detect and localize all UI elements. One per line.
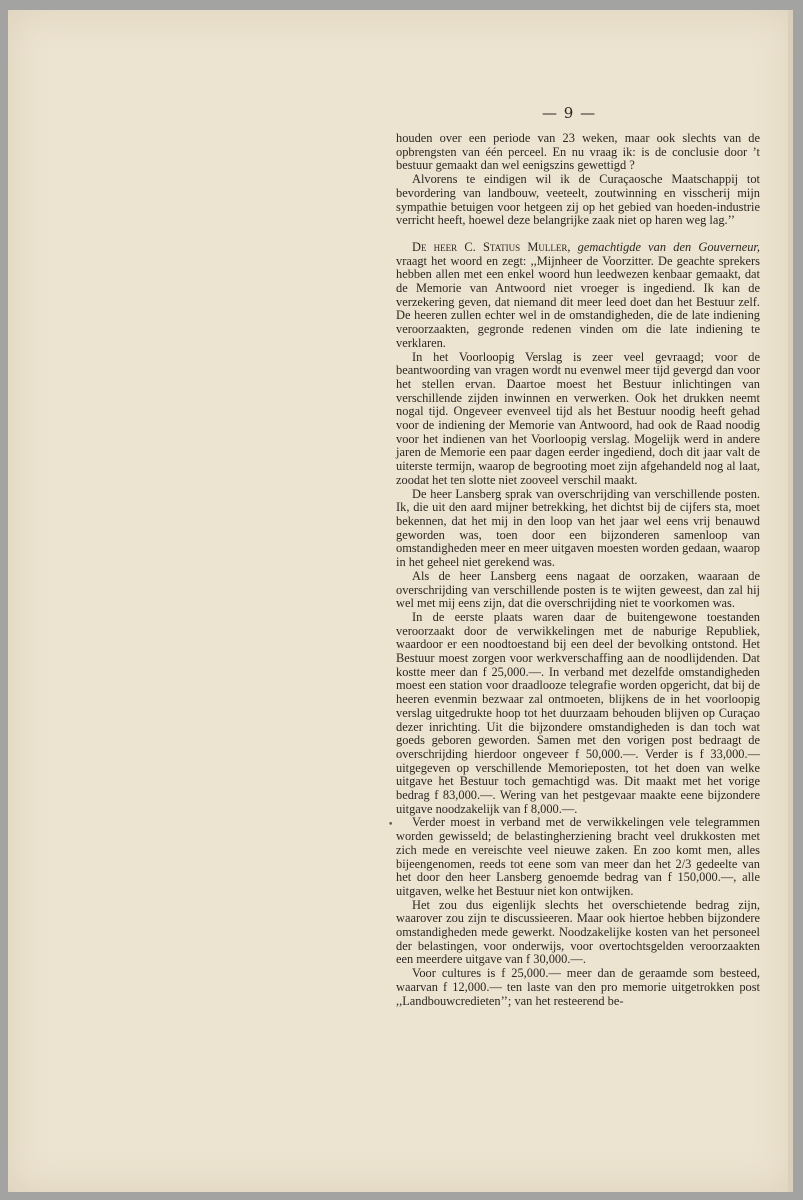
paragraph: In de eerste plaats waren daar de buitengewone toestanden veroorzaakt door de verwikkelingen met de naburige Republiek, waardoor er een noodtoestand bij een deel der bevolking ontstond. Het Bestuur moest zorgen voor werkverschaffing aan de noodlijdenden. Dat kostte meer dan f 25,000.—. In verband met dezelfde omstandigheden moest een station voor draadlooze telegrafie worden opgericht, dat bij de heeren evenmin bezwaar zal ontmoeten, blijkens de in het voorloopig verslag uitgedrukte hoop tot het duurzaam behouden blijven op Curaçao dezer inrichting. Uit die bijzondere omstandigheden is dan toch wat goeds geboren geworden. Samen met den vorigen post bedraagt de overschrijding hierdoor ongeveer f 50,000.—. Verder is f 33,000.— uitgegeven op verschillende Memorieposten, tot het doen van welke uitgave het Bestuur toch gemachtigd was. Dit maakt met het vorige bedrag f 83,000.—. Wering van het pestgevaar maakte eene bijzondere uitgave noodzakelijk van f 8,000.—. bbox=[396, 609, 760, 816]
speaker-name: De heer C. Statius Muller, bbox=[412, 239, 571, 254]
speaker-role: gemachtigde van den Gouverneur, bbox=[577, 239, 760, 254]
paragraph: Het zou dus eigenlijk slechts het overschietende bedrag zijn, waarover zou zijn te discussieeren. Maar ook hiertoe hebben bijzondere omstandigheden mede gewerkt. Noodzakelijke kosten van het personeel der belastingen, voor onderwijs, voor overtochtsgelden veroorzaakten een meerdere uitgave van f 30,000.—. bbox=[396, 897, 760, 967]
paragraph: Verder moest in verband met de verwikkelingen vele telegrammen worden gewisseld; de belastingherziening bracht veel drukkosten met zich mede en vereischte veel nieuwe zaken. En zoo komt men, alles bijeengenomen, reeds tot eene som van meer dan het 2/3 gedeelte van het door den heer Lansberg genoemde bedrag van f 150,000.—, alle uitgaven, welke het Bestuur niet kon ontwijken. bbox=[396, 815, 760, 898]
speech-paragraph bbox=[396, 241, 760, 351]
paragraph: De heer Lansberg sprak van overschrijding van verschillende posten. Ik, die uit den aard mijner betrekking, het dichtst bij de cijfers sta, moet bekennen, dat het mij in den loop van het jaar wel eens vrij benauwd geworden was, toen door een bijzonderen samenloop van omstandigheden meer en meer uitgaven moesten worden gedaan, waarop in het geheel niet gerekend was. bbox=[396, 486, 760, 570]
paragraph: houden over een periode van 23 weken, maar ook slechts van de opbrengsten van één perceel. En nu vraag ik: is de conclusie door ’t bestuur gemaakt dan wel eenigszins gewettigd ? bbox=[396, 131, 760, 173]
paragraph: Alvorens te eindigen wil ik de Curaçaosche Maatschappij tot bevordering van landbouw, veeteelt, zoutwinning en visscherij mijn sympathie betuigen voor hetgeen zij op het gebied van hoeden-industrie verricht heeft, hoewel deze belangrijke zaak niet op haren weg lag.’’ bbox=[396, 172, 760, 228]
page-edge bbox=[788, 10, 793, 1192]
paragraph: Voor cultures is f 25,000.— meer dan de geraamde som besteed, waarvan f 12,000.— ten laste van den pro memorie uitgetrokken post ,,Landbouwcredieten’’; van het resteerend be- bbox=[396, 966, 760, 1008]
text-column bbox=[396, 132, 760, 1008]
margin-mark: • bbox=[388, 820, 394, 830]
paragraph: In het Voorloopig Verslag is zeer veel gevraagd; voor de beantwoording van vragen wordt nu evenwel meer tijd gevergd dan voor het stellen ervan. Daartoe moest het Bestuur inlichtingen van verschillende zijden inwinnen en verwerken. Ook het drukken neemt nogal tijd. Ongeveer evenveel tijd als het Bestuur noodig heeft gehad voor de indiening der Memorie van Antwoord, had ook de Raad noodig voor het indienen van het Voorloopig verslag. Mogelijk werd in andere jaren de Memorie een paar dagen eerder ingediend, doch dit jaar valt de uiterste termijn, waarop de begrooting moet zijn afgehandeld nog al laat, zoodat het ten slotte niet zooveel verschil maakt. bbox=[396, 349, 760, 487]
paragraph: Als de heer Lansberg eens nagaat de oorzaken, waaraan de overschrijding van verschillende posten is te wijten geweest, dan zal hij wel met mij eens zijn, dat die overschrijding niet te voorkomen was. bbox=[396, 568, 760, 611]
speech-text: vraagt het woord en zegt: ,,Mijnheer de Voorzitter. De geachte sprekers hebben allen met een enkel woord hun leedwezen kenbaar gemaakt, dat de Memorie van Antwoord niet vroeger is ingediend. Ik kan de verzekering geven, dat niemand dit meer leed doet dan het Bestuur zelf. De heeren zullen echter wel in de omstandigheden, die de late indiening veroorzaakten, gegronde redenen vinden om die late indiening te verklaren. bbox=[396, 253, 760, 350]
page-number: — 9 — bbox=[542, 104, 597, 122]
